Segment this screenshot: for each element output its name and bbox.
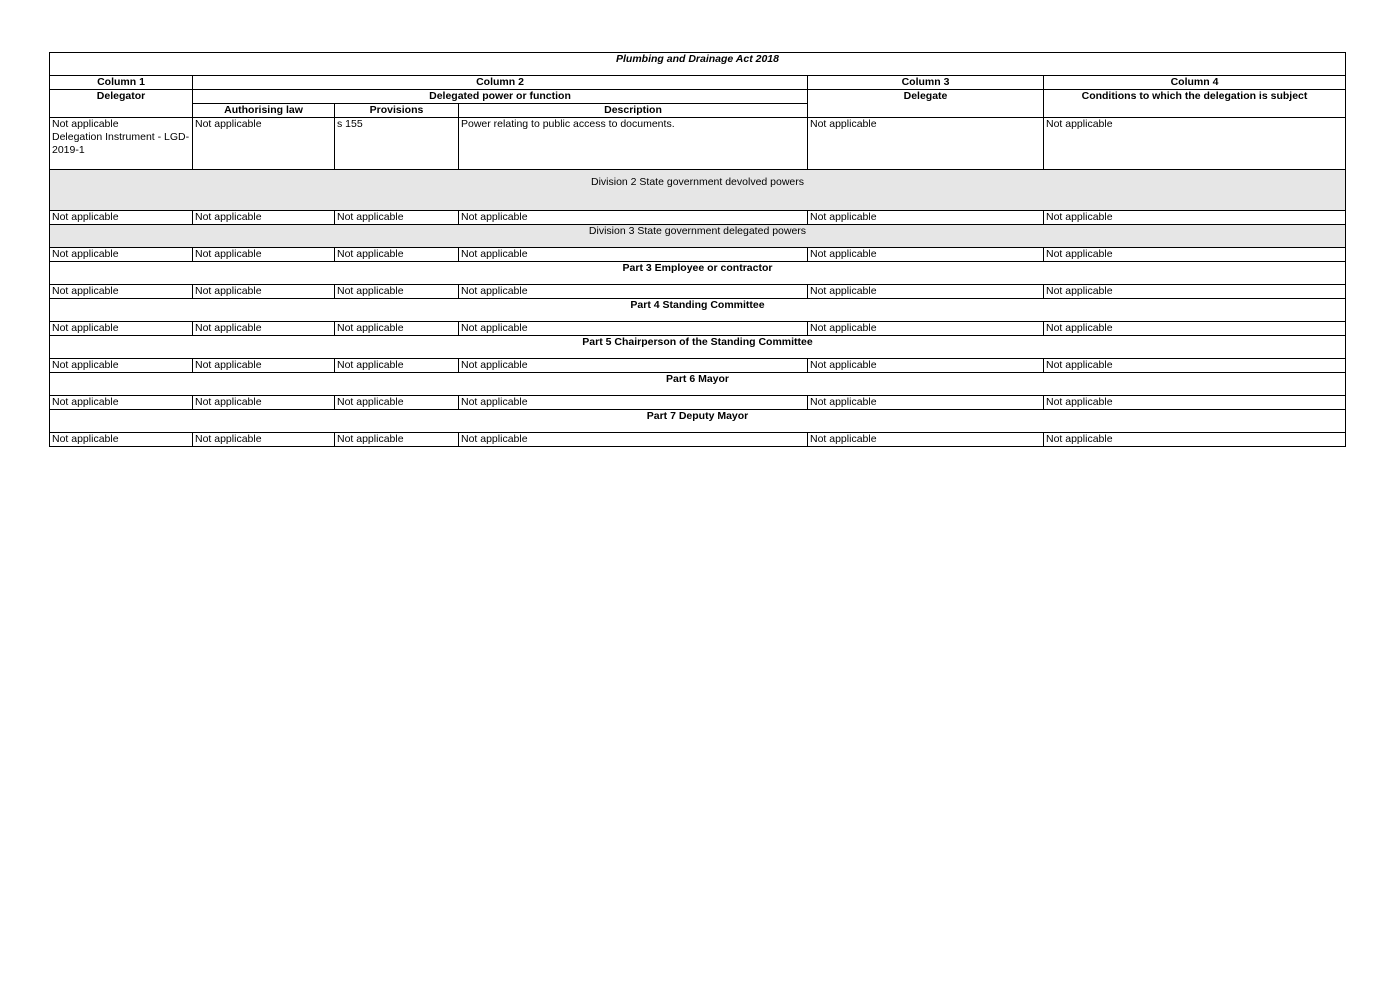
conditions-cell: Not applicable [1044,248,1346,262]
conditions-cell: Not applicable [1044,211,1346,225]
delegator-cell: Not applicable [50,433,193,447]
conditions-header: Conditions to which the delegation is subject [1044,90,1346,118]
delegator-cell [50,118,193,170]
document-title: Plumbing and Drainage Act 2018 [50,53,1346,76]
conditions-cell: Not applicable [1044,396,1346,410]
provisions-cell: Not applicable [335,248,459,262]
delegate-cell: Not applicable [808,359,1044,373]
table-row [50,248,1346,262]
delegator-header: Delegator [50,90,193,118]
delegate-cell: Not applicable [808,322,1044,336]
delegate-cell: Not applicable [808,118,1044,170]
delegation-instrument-text: Delegation Instrument - LGD-2019-1 [52,131,190,156]
authorising-law-cell: Not applicable [193,322,335,336]
conditions-cell: Not applicable [1044,322,1346,336]
delegate-cell: Not applicable [808,396,1044,410]
authorising-law-cell: Not applicable [193,433,335,447]
delegator-line: Not applicable [52,118,119,130]
section-heading-division-2: Division 2 State government devolved powers [50,170,1346,211]
description-cell: Power relating to public access to documents. [459,118,808,170]
delegator-cell: Not applicable [50,211,193,225]
table-row [50,433,1346,447]
delegation-table [49,52,1346,447]
delegator-cell: Not applicable [50,285,193,299]
description-cell: Not applicable [459,433,808,447]
table-row [50,359,1346,373]
table-row [50,322,1346,336]
authorising-law-cell: Not applicable [193,248,335,262]
delegator-cell: Not applicable [50,359,193,373]
conditions-cell: Not applicable [1044,433,1346,447]
section-heading-part-6: Part 6 Mayor [50,373,1346,396]
description-cell: Not applicable [459,285,808,299]
delegator-cell: Not applicable [50,248,193,262]
provisions-cell: Not applicable [335,211,459,225]
provisions-header: Provisions [335,104,459,118]
delegate-cell: Not applicable [808,433,1044,447]
authorising-law-cell: Not applicable [193,359,335,373]
column-4-header: Column 4 [1044,76,1346,90]
column-3-header: Column 3 [808,76,1044,90]
authorising-law-cell: Not applicable [193,118,335,170]
description-header: Description [459,104,808,118]
description-cell: Not applicable [459,322,808,336]
delegate-header: Delegate [808,90,1044,118]
delegate-cell: Not applicable [808,248,1044,262]
column-1-header: Column 1 [50,76,193,90]
authorising-law-cell: Not applicable [193,285,335,299]
description-cell: Not applicable [459,211,808,225]
table-row [50,211,1346,225]
section-heading-part-3: Part 3 Employee or contractor [50,262,1346,285]
provisions-cell: Not applicable [335,322,459,336]
provisions-cell: Not applicable [335,433,459,447]
authorising-law-cell: Not applicable [193,211,335,225]
conditions-cell: Not applicable [1044,359,1346,373]
section-heading-part-5: Part 5 Chairperson of the Standing Committee [50,336,1346,359]
provisions-cell: Not applicable [335,359,459,373]
section-heading-part-7: Part 7 Deputy Mayor [50,410,1346,433]
section-heading-part-4: Part 4 Standing Committee [50,299,1346,322]
description-cell: Not applicable [459,359,808,373]
authorising-law-header: Authorising law [193,104,335,118]
provisions-cell: s 155 [335,118,459,170]
provisions-cell: Not applicable [335,396,459,410]
table-row [50,396,1346,410]
delegated-power-header: Delegated power or function [193,90,808,104]
delegator-cell: Not applicable [50,322,193,336]
conditions-cell: Not applicable [1044,285,1346,299]
delegator-cell: Not applicable [50,396,193,410]
table-row [50,118,1346,170]
delegate-cell: Not applicable [808,211,1044,225]
provisions-cell: Not applicable [335,285,459,299]
conditions-cell: Not applicable [1044,118,1346,170]
description-cell: Not applicable [459,396,808,410]
authorising-law-cell: Not applicable [193,396,335,410]
description-cell: Not applicable [459,248,808,262]
delegate-cell: Not applicable [808,285,1044,299]
table-row [50,285,1346,299]
column-2-header: Column 2 [193,76,808,90]
section-heading-division-3: Division 3 State government delegated powers [50,225,1346,248]
